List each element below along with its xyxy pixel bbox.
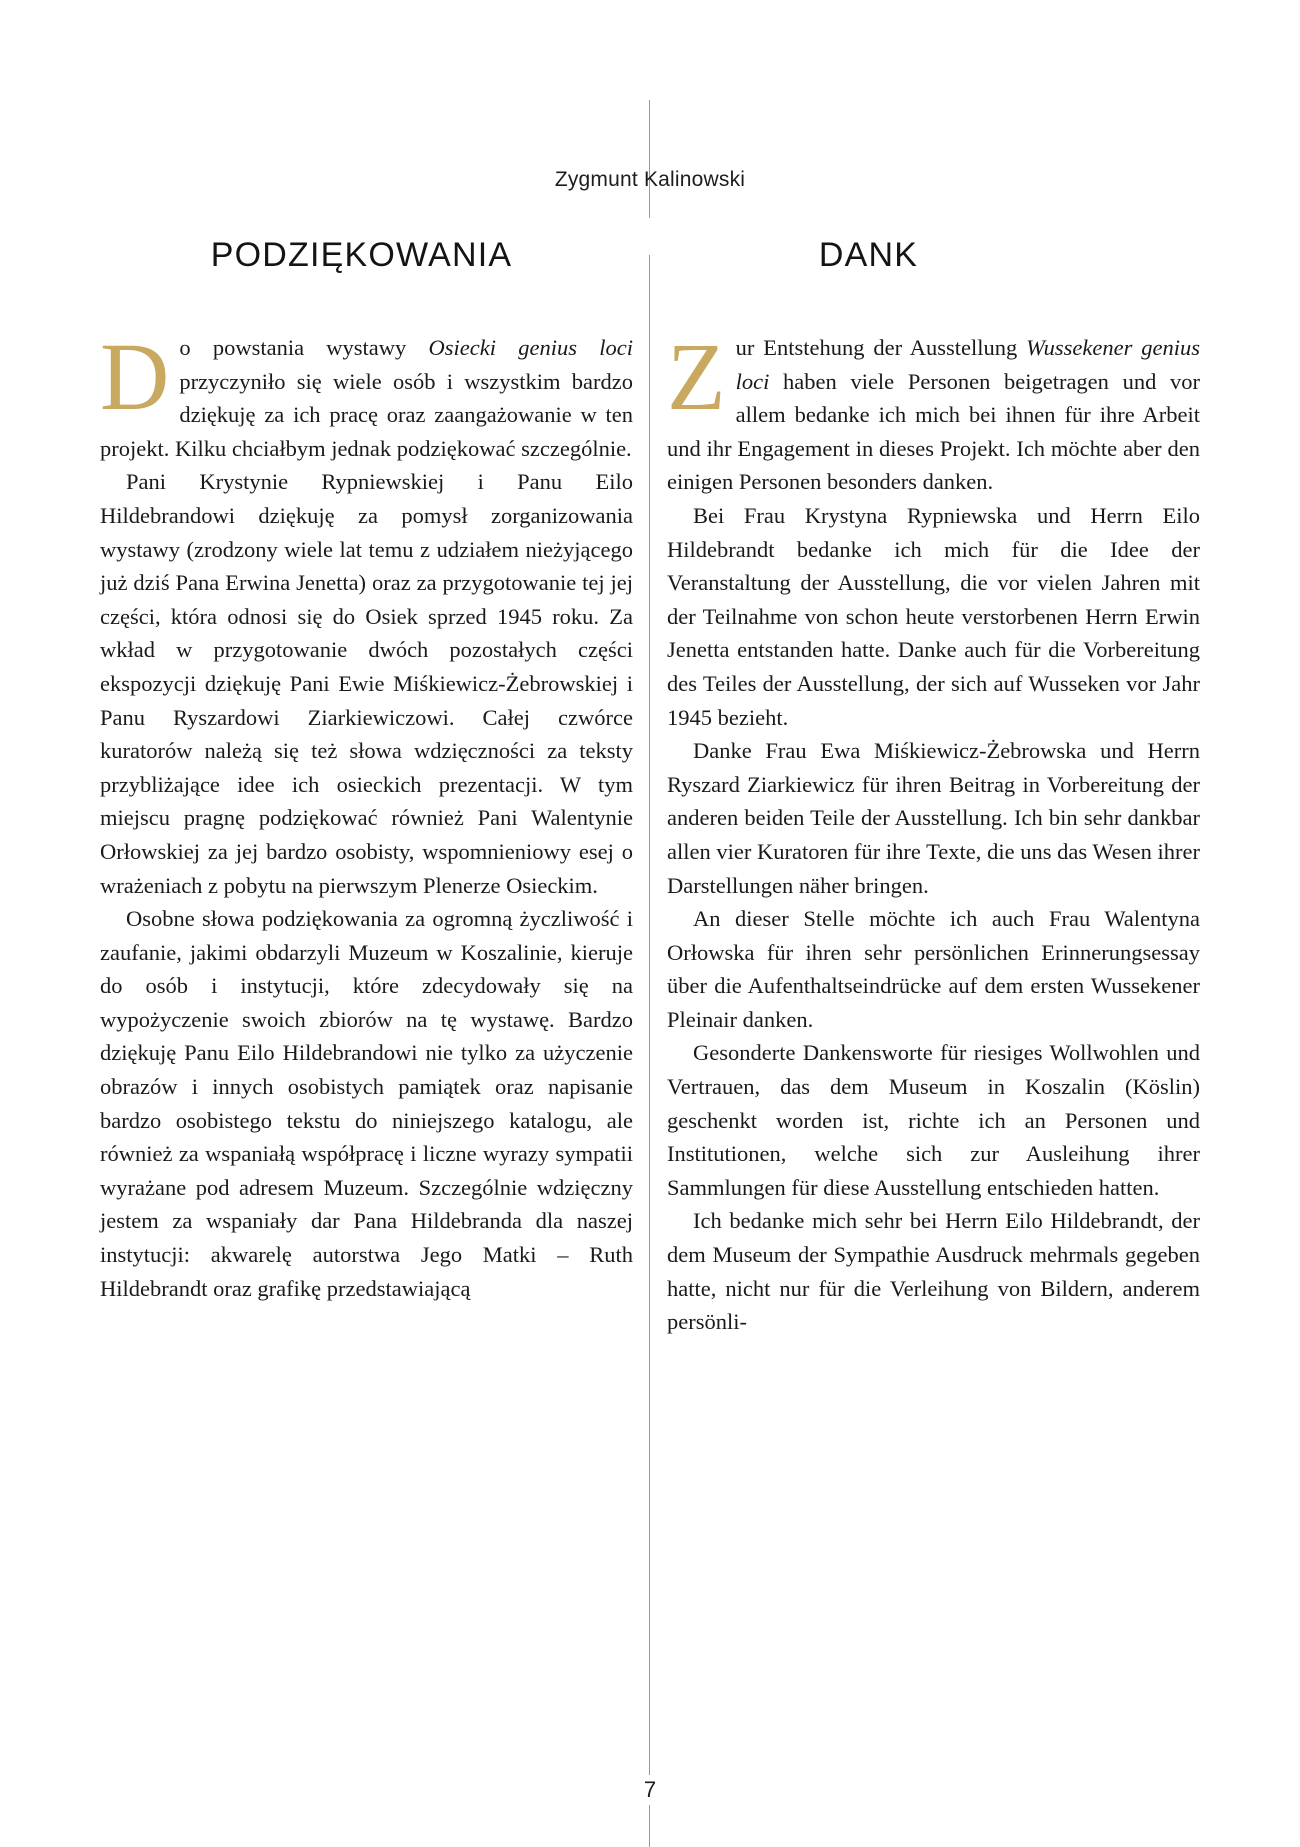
drop-cap-german: Z [667,323,726,430]
column-divider-bottom [649,1800,650,1847]
column-german [667,236,1200,1339]
page-number: 7 [0,1775,1300,1805]
paragraph-pl-1 [100,323,633,465]
paragraph-text: Bei Frau Krystyna Rypniewska und Herrn Eilo Hildebrandt bedanke ich mich für die Idee der Veranstaltung der Ausstellung, die vor vielen Jahren mit der Teilnahme von schon heute verstorbenen Herrn Erwin Jenetta entstanden hatte. Danke auch für die Vorbereitung des Teiles der Ausstellung, der sich auf Wusseken vor Jahr 1945 bezieht. [667,502,1200,730]
paragraph-pl-3 [100,902,633,1305]
paragraph-text: o powstania wystawy Osiecki genius loci przyczyniło się wiele osób i wszystkim bardzo dziękuję za ich pracę oraz zaangażowanie w ten projekt. Kilku chciałbym jednak podziękować szczególnie. [100,335,633,461]
paragraph-text: Pani Krystynie Rypniewskiej i Panu Eilo Hildebrandowi dziękuję za pomysł zorganizowania wystawy (zrodzony wiele lat temu z udziałem nieżyjącego już dziś Pana Erwina Jenetta) oraz za przygotowanie tej jej części, która odnosi się do Osiek sprzed 1945 roku. Za wkład w przygotowanie dwóch pozostałych części ekspozycji dziękuję Pani Ewie Miśkiewicz-Żebrowskiej i Panu Ryszardowi Ziarkiewiczowi. Całej czwórce kuratorów należą się też słowa wdzięczności za teksty przybliżające idee ich osieckich prezentacji. W tym miejscu pragnę podziękować również Pani Walentynie Orłowskiej za jej bardzo osobisty, wspomnieniowy esej o wrażeniach z pobytu na pierwszym Plenerze Osieckim. [100,469,633,898]
paragraph-de-6 [667,1204,1200,1338]
section-title-german: DANK [818,236,919,274]
column-polish [100,236,633,1305]
paragraph-text: Gesonderte Dankensworte für riesiges Wollwohlen und Vertrauen, das dem Museum in Koszalin (Köslin) geschenkt worden ist, richte ich an Personen und Institutionen, welche sich zur Ausleihung ihrer Sammlungen für diese Ausstellung entschieden hatten. [667,1040,1200,1200]
paragraph-de-4 [667,902,1200,1036]
text-columns [0,236,1300,1796]
paragraph-de-2 [667,499,1200,734]
paragraph-de-1 [667,323,1200,499]
paragraph-text: Danke Frau Ewa Miśkiewicz-Żebrowska und Herrn Ryszard Ziarkiewicz für ihren Beitrag in Vorbereitung der anderen beiden Teile der Ausstellung. Ich bin sehr dankbar allen vier Kuratoren für ihre Texte, die uns das Wesen ihrer Darstellungen näher bringen. [667,738,1200,898]
paragraph-text: ur Entstehung der Ausstellung Wussekener genius loci haben viele Personen beigetragen und vor allem bedanke ich mich bei ihnen für ihre Arbeit und ihr Engagement in dieses Projekt. Ich möchte aber den einigen Personen besonders danken. [667,335,1200,495]
paragraph-pl-2 [100,465,633,902]
section-title-polish: PODZIĘKOWANIA [210,236,513,274]
paragraph-text: Osobne słowa podziękowania za ogromną życzliwość i zaufanie, jakimi obdarzyli Muzeum w Koszalinie, kieruje do osób i instytucji, które zdecydowały się na wypożyczenie swoich zbiorów na tę wystawę. Bardzo dziękuję Panu Eilo Hildebrandowi nie tylko za użyczenie obrazów i innych osobistych pamiątek oraz napisanie bardzo osobistego tekstu do niniejszego katalogu, ale również za wspaniałą współpracę i liczne wyrazy sympatii wyrażane pod adresem Muzeum. Szczególnie wdzięczny jestem za wspaniały dar Pana Hildebranda dla naszej instytucji: akwarelę autorstwa Jego Matki – Ruth Hildebrandt oraz grafikę przedstawiającą [100,906,633,1301]
paragraph-text: An dieser Stelle möchte ich auch Frau Walentyna Orłowska für ihren sehr persönlichen Erinnerungsessay über die Aufenthaltseindrücke auf dem ersten Wussekener Pleinair danken. [667,906,1200,1032]
paragraph-de-5 [667,1036,1200,1204]
running-head: Zygmunt Kalinowski [554,168,746,191]
paragraph-de-3 [667,734,1200,902]
column-divider-top [649,100,650,218]
paragraph-text: Ich bedanke mich sehr bei Herrn Eilo Hildebrandt, der dem Museum der Sympathie Ausdruck mehrmals gegeben hatte, nicht nur für die Verleihung von Bildern, anderem persönli- [667,1208,1200,1335]
drop-cap-polish: D [100,323,170,430]
